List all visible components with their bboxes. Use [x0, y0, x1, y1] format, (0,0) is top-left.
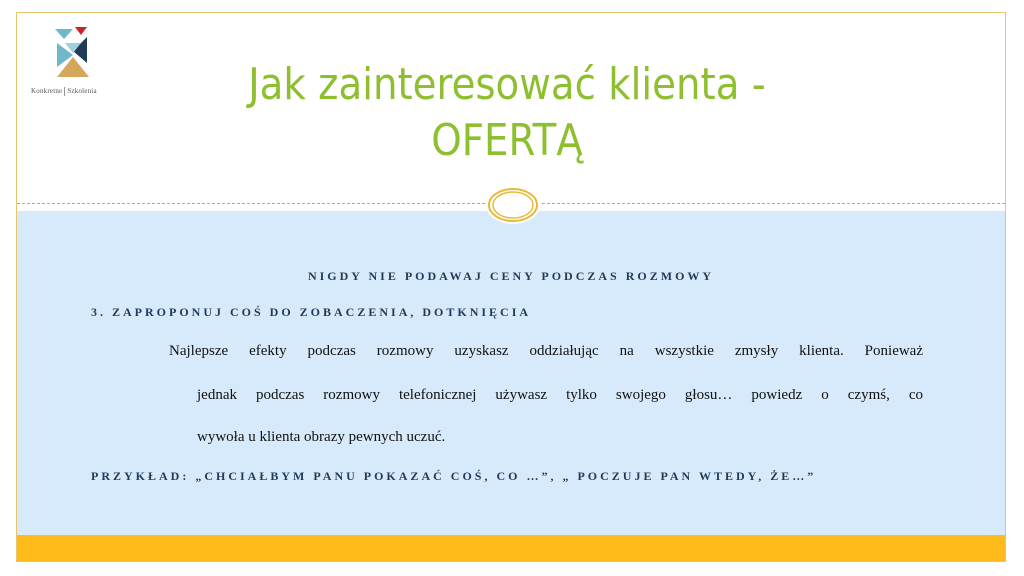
company-logo [31, 23, 121, 103]
logo-word-szkolenia: Szkolenia [67, 87, 97, 96]
paragraph-line-3: wywoła u klienta obrazy pewnych uczuć. [197, 429, 446, 445]
point-3-heading: 3. ZAPROPONUJ COŚ DO ZOBACZENIA, DOTKNIĘCIA [91, 305, 532, 319]
logo-mark-icon [51, 23, 95, 83]
divider-ornament-icon [485, 185, 541, 225]
slide-title-line2: OFERTĄ [431, 115, 583, 166]
paragraph-line-1: Najlepsze efekty podczas rozmowy uzyskasz oddziałując na wszystkie zmysły klienta. Ponieważ [169, 343, 923, 359]
paragraph-line-2: jednak podczas rozmowy telefonicznej używasz tylko swojego głosu… powiedz o czymś, co [197, 387, 923, 403]
logo-wordmark [31, 87, 131, 96]
slide-title [181, 57, 832, 169]
logo-word-konkretne: Konkretne [31, 87, 63, 96]
content-heading: NIGDY NIE PODAWAJ CENY PODCZAS ROZMOWY [307, 269, 715, 283]
example-text: PRZYKŁAD: „CHCIAŁBYM PANU POKAZAĆ COŚ, CO …”, „ POCZUJE PAN WTEDY, ŻE…” [91, 469, 817, 483]
slide-frame [16, 12, 1006, 562]
slide-title-line1: Jak zainteresować klienta - [248, 59, 766, 110]
slide-content [17, 211, 1005, 537]
slide-header [17, 13, 1005, 205]
bottom-accent-bar [17, 535, 1005, 561]
